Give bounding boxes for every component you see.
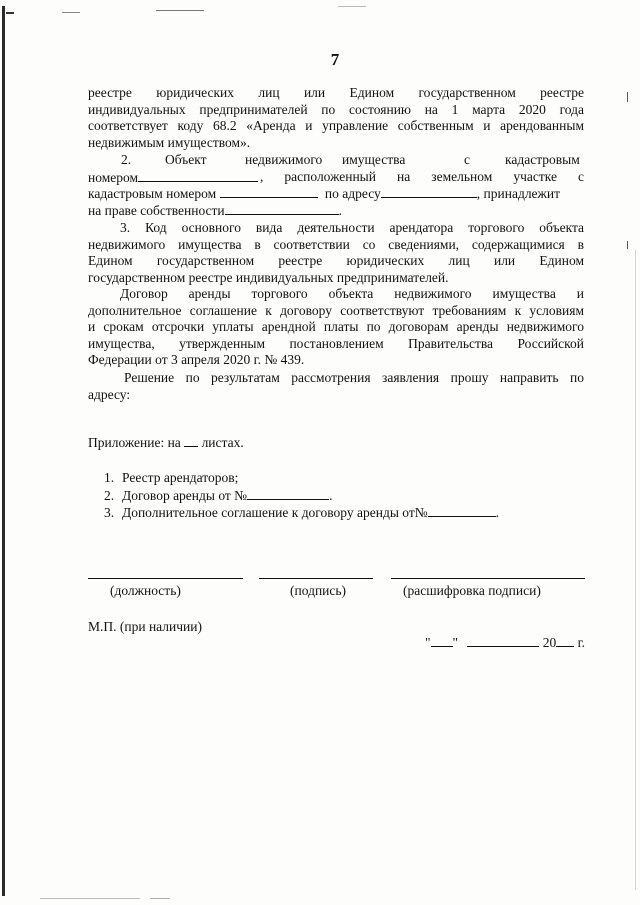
text-line: дополнительное соглашение к договору соответствуют требованиям к условиям [88, 302, 584, 318]
list-text: . [495, 505, 499, 520]
text-word: , принадлежит [476, 186, 560, 202]
text-line: и срокам отсрочки уплаты арендной платы по договорам аренды недвижимого [88, 319, 584, 335]
text-word: Объект [165, 152, 207, 167]
text-word: на праве собственности [88, 202, 225, 218]
text-line: 3. Код основного вида деятельности арендатора торгового объекта [120, 220, 584, 235]
address-field[interactable] [381, 185, 477, 198]
text-word: кадастровым [505, 152, 580, 167]
text-line: имущества, утвержденным постановлением Правительства Российской [88, 335, 584, 351]
text-line: индивидуальных предпринимателей по состоянию на 1 марта 2020 года [88, 101, 584, 117]
paragraph-decision-address [88, 370, 584, 403]
signature-decoding-line[interactable] [391, 578, 585, 579]
land-cadastral-number-field[interactable] [220, 185, 318, 198]
text-word: недвижимого [245, 152, 323, 167]
text-line: Едином государственном реестре юридических лиц или Едином [88, 253, 584, 269]
text-line [88, 152, 584, 169]
position-label: (должность) [110, 583, 181, 598]
agreement-number-field[interactable] [428, 504, 496, 517]
text-line [88, 169, 584, 186]
day-field[interactable] [431, 634, 453, 647]
list-item [104, 504, 499, 522]
position-line[interactable] [88, 578, 243, 579]
text-line: реестре юридических лиц или Едином государственном реестре [88, 85, 584, 100]
item-number: 2. [121, 152, 132, 167]
list-text: Договор аренды от № [122, 487, 248, 503]
year-field[interactable] [556, 634, 574, 647]
signature-label: (подпись) [290, 583, 347, 598]
annex-heading [88, 434, 244, 451]
scan-mark [40, 898, 140, 899]
cadastral-number-field[interactable] [138, 169, 258, 182]
text-line: адресу: [88, 386, 131, 402]
text-line: соответствует коду 68.2 «Аренда и управление собственным и арендованным [88, 118, 584, 134]
scan-left-edge [2, 6, 5, 896]
scan-mark [338, 6, 366, 7]
text-word: имущества [342, 152, 406, 167]
annex-suffix: листах. [201, 435, 244, 450]
text-word: с [464, 152, 470, 167]
list-item [104, 469, 499, 487]
stamp-placeholder: М.П. (при наличии) [88, 619, 202, 634]
list-number: 1. [104, 470, 115, 485]
ownership-field[interactable] [225, 202, 339, 215]
text-word: . [338, 202, 343, 218]
paragraph-lease-agreement [88, 286, 584, 369]
list-text: Дополнительное соглашение к договору аренды от№ [122, 505, 428, 520]
text-word: по адресу [324, 186, 381, 202]
annex-prefix: Приложение: на [88, 435, 181, 450]
text-line: недвижимого имущества в соответствии со сведениями, содержащимися в [88, 236, 584, 252]
text-word: номером [88, 169, 139, 185]
annex-list [104, 469, 499, 522]
scan-right-edge [635, 250, 636, 890]
list-text: Реестр арендаторов; [122, 470, 239, 485]
paragraph-okved-code [88, 85, 584, 151]
paragraph-property-object [88, 152, 584, 218]
quote-mark: " [425, 635, 431, 650]
text-line: государственном реестре индивидуальных предпринимателей. [88, 269, 449, 285]
year-suffix: г. [577, 635, 586, 650]
text-line: Решение по результатам рассмотрения заявления прошу направить по [124, 370, 584, 385]
scan-mark [150, 898, 170, 899]
sheet-count-field[interactable] [184, 434, 198, 447]
scan-mark [156, 10, 204, 11]
scan-mark [62, 12, 80, 13]
page-number: 7 [330, 50, 340, 69]
quote-mark: " [452, 635, 459, 650]
month-field[interactable] [467, 634, 539, 647]
paragraph-activity-code [88, 220, 584, 286]
contract-number-field[interactable] [247, 487, 329, 500]
signature-decoding-label: (расшифровка подписи) [403, 583, 541, 598]
scan-mark [627, 92, 628, 102]
year-prefix: 20 [542, 635, 557, 650]
scan-mark [6, 12, 14, 14]
text-line [88, 185, 584, 202]
text-line: Договор аренды торгового объекта недвижимого имущества и [120, 286, 584, 301]
date-line [425, 634, 585, 651]
signature-line[interactable] [259, 578, 373, 579]
list-number: 2. [104, 487, 115, 503]
text-line: Федерации от 3 апреля 2020 г. № 439. [88, 352, 305, 368]
text-line: недвижимым имуществом». [88, 134, 251, 150]
list-number: 3. [104, 505, 115, 520]
scan-mark [627, 241, 628, 249]
list-text: . [329, 487, 333, 503]
text-word: кадастровым номером [88, 186, 217, 202]
list-item [104, 487, 499, 505]
text-line [88, 202, 584, 219]
text-word: , расположенный на земельном участке с [260, 168, 584, 184]
